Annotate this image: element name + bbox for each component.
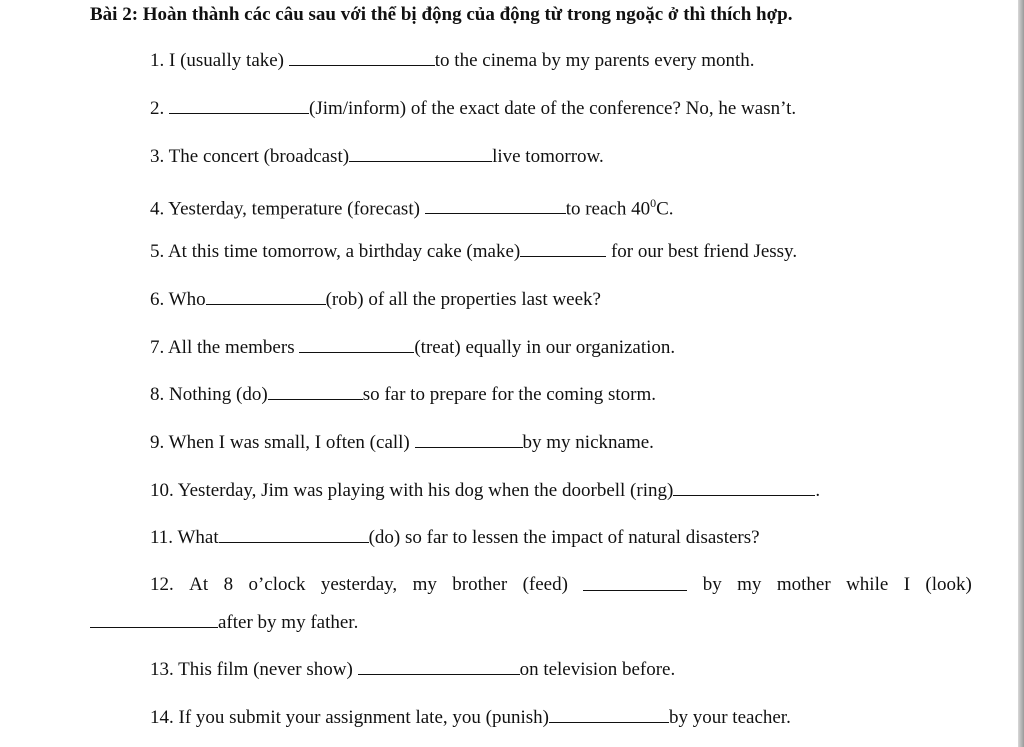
word: At: [189, 574, 209, 595]
question-text: 14. If you submit your assignment late, you (punish): [150, 707, 549, 728]
answer-blank[interactable]: [425, 197, 566, 214]
question-text: 10. Yesterday, Jim was playing with his dog when the doorbell (ring): [150, 480, 674, 501]
question-text: 3. The concert (broadcast): [150, 146, 350, 167]
answer-blank[interactable]: [673, 479, 815, 496]
question-text: 13. This film (never show): [150, 659, 358, 680]
question-text: for our best friend Jessy.: [606, 241, 798, 262]
question-text: 7. All the members: [150, 337, 300, 358]
superscript: 0: [650, 196, 657, 210]
question-6: [150, 288, 601, 311]
question-7: [150, 336, 675, 359]
word: yesterday,: [320, 574, 398, 595]
question-text: by my nickname.: [522, 432, 654, 453]
question-text: 8. Nothing (do): [150, 384, 268, 405]
answer-blank[interactable]: [299, 336, 414, 353]
answer-blank[interactable]: [169, 97, 309, 114]
question-8: [150, 383, 656, 406]
question-2: [150, 97, 796, 120]
question-1: [150, 49, 755, 72]
answer-blank[interactable]: [415, 431, 523, 448]
answer-blank[interactable]: [583, 574, 687, 591]
answer-blank[interactable]: [268, 383, 363, 400]
word: (look): [925, 574, 972, 595]
question-text: 6. Who: [150, 289, 206, 310]
question-text: to reach 40: [565, 198, 651, 220]
word: brother: [452, 574, 508, 595]
answer-blank[interactable]: [289, 49, 435, 66]
question-3: [150, 145, 604, 168]
question-13: [150, 658, 675, 681]
question-10: [150, 479, 820, 502]
word: 8: [223, 574, 234, 595]
question-12-line-2: [90, 611, 358, 634]
question-text: 1. I (usually take): [150, 50, 289, 71]
question-text: (Jim/inform) of the exact date of the conference? No, he wasn’t.: [309, 98, 797, 119]
question-text: (do) so far to lessen the impact of natural disasters?: [368, 527, 760, 548]
answer-blank[interactable]: [520, 240, 606, 257]
question-9: [150, 431, 654, 454]
answer-blank[interactable]: [349, 145, 492, 162]
answer-blank[interactable]: [549, 706, 669, 723]
answer-blank[interactable]: [206, 288, 326, 305]
question-text: .: [815, 480, 821, 501]
question-text: 11. What: [150, 527, 219, 548]
question-text: after by my father.: [218, 612, 359, 633]
question-text: so far to prepare for the coming storm.: [362, 384, 657, 405]
word: while: [846, 574, 889, 595]
question-text: 9. When I was small, I often (call): [150, 432, 415, 453]
question-12-line-1: [150, 574, 972, 596]
question-14: [150, 706, 791, 729]
question-text: 2.: [150, 98, 169, 119]
question-text: (treat) equally in our organization.: [414, 337, 676, 358]
word: my: [412, 574, 437, 595]
word: my: [737, 574, 762, 595]
question-text: on television before.: [519, 659, 676, 680]
word: (feed): [522, 574, 568, 595]
answer-blank[interactable]: [358, 658, 520, 675]
question-11: [150, 526, 760, 549]
question-text: (rob) of all the properties last week?: [325, 289, 601, 310]
answer-blank[interactable]: [219, 526, 369, 543]
question-text: to the cinema by my parents every month.: [434, 50, 755, 71]
question-text: 5. At this time tomorrow, a birthday cake (make): [150, 241, 521, 262]
word: by: [702, 574, 722, 595]
question-text: C.: [656, 198, 674, 220]
word: 12.: [150, 574, 174, 595]
word: o’clock: [248, 574, 306, 595]
question-5: [150, 240, 797, 263]
question-text: by your teacher.: [668, 707, 791, 728]
word: I: [903, 574, 911, 595]
word: mother: [776, 574, 831, 595]
answer-blank[interactable]: [90, 611, 218, 628]
question-text: live tomorrow.: [492, 146, 604, 167]
exercise-title: Bài 2: Hoàn thành các câu sau với thể bị động của động từ trong ngoặc ở thì thích hợp.: [90, 4, 793, 25]
question-4: [150, 192, 674, 220]
page-edge-shadow: [1018, 0, 1024, 747]
question-text: 4. Yesterday, temperature (forecast): [150, 198, 425, 220]
